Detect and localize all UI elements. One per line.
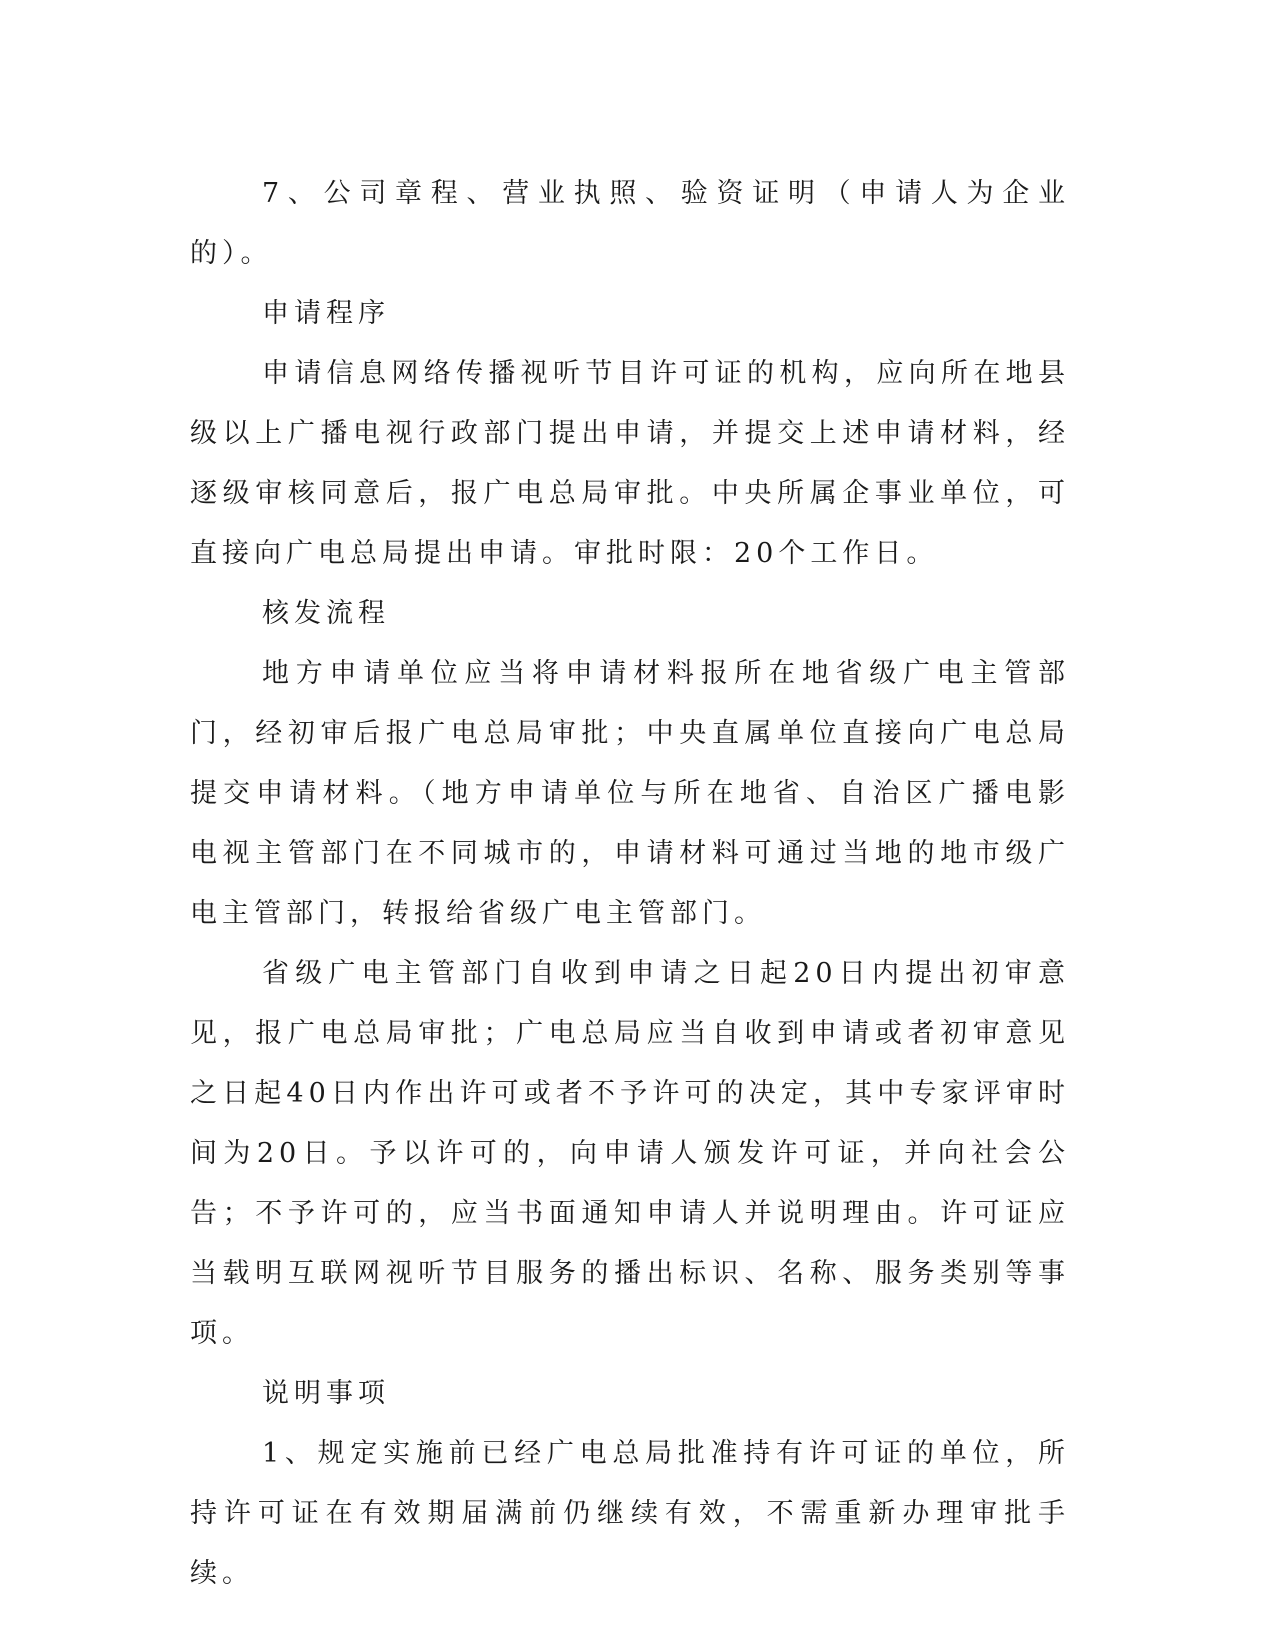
section-heading-notes: 说明事项: [262, 1378, 390, 1409]
section-heading-issuance-process: 核发流程: [262, 598, 390, 629]
list-item-7: 7、公司章程、营业执照、验资证明（申请人为企业的）。: [190, 178, 1070, 269]
section-heading-application-procedure: 申请程序: [262, 298, 390, 329]
document-body: [190, 164, 1070, 1604]
paragraph-issuance-process: 地方申请单位应当将申请材料报所在地省级广电主管部门，经初审后报广电总局审批；中央直属单位直接向广电总局提交申请材料。（地方申请单位与所在地省、自治区广播电影电视主管部门在不同城市的，申请材料可通过当地的地市级广电主管部门，转报给省级广电主管部门。: [190, 658, 1070, 929]
paragraph-application-procedure: 申请信息网络传播视听节目许可证的机构，应向所在地县级以上广播电视行政部门提出申请，并提交上述申请材料，经逐级审核同意后，报广电总局审批。中央所属企事业单位，可直接向广电总局提出申请。审批时限：20个工作日。: [190, 358, 1070, 569]
note-item-1: 1、规定实施前已经广电总局批准持有许可证的单位，所持许可证在有效期届满前仍继续有效，不需重新办理审批手续。: [190, 1438, 1070, 1589]
paragraph-review-timeline: 省级广电主管部门自收到申请之日起20日内提出初审意见，报广电总局审批；广电总局应当自收到申请或者初审意见之日起40日内作出许可或者不予许可的决定，其中专家评审时间为20日。予以许可的，向申请人颁发许可证，并向社会公告；不予许可的，应当书面通知申请人并说明理由。许可证应当载明互联网视听节目服务的播出标识、名称、服务类别等事项。: [190, 958, 1070, 1349]
